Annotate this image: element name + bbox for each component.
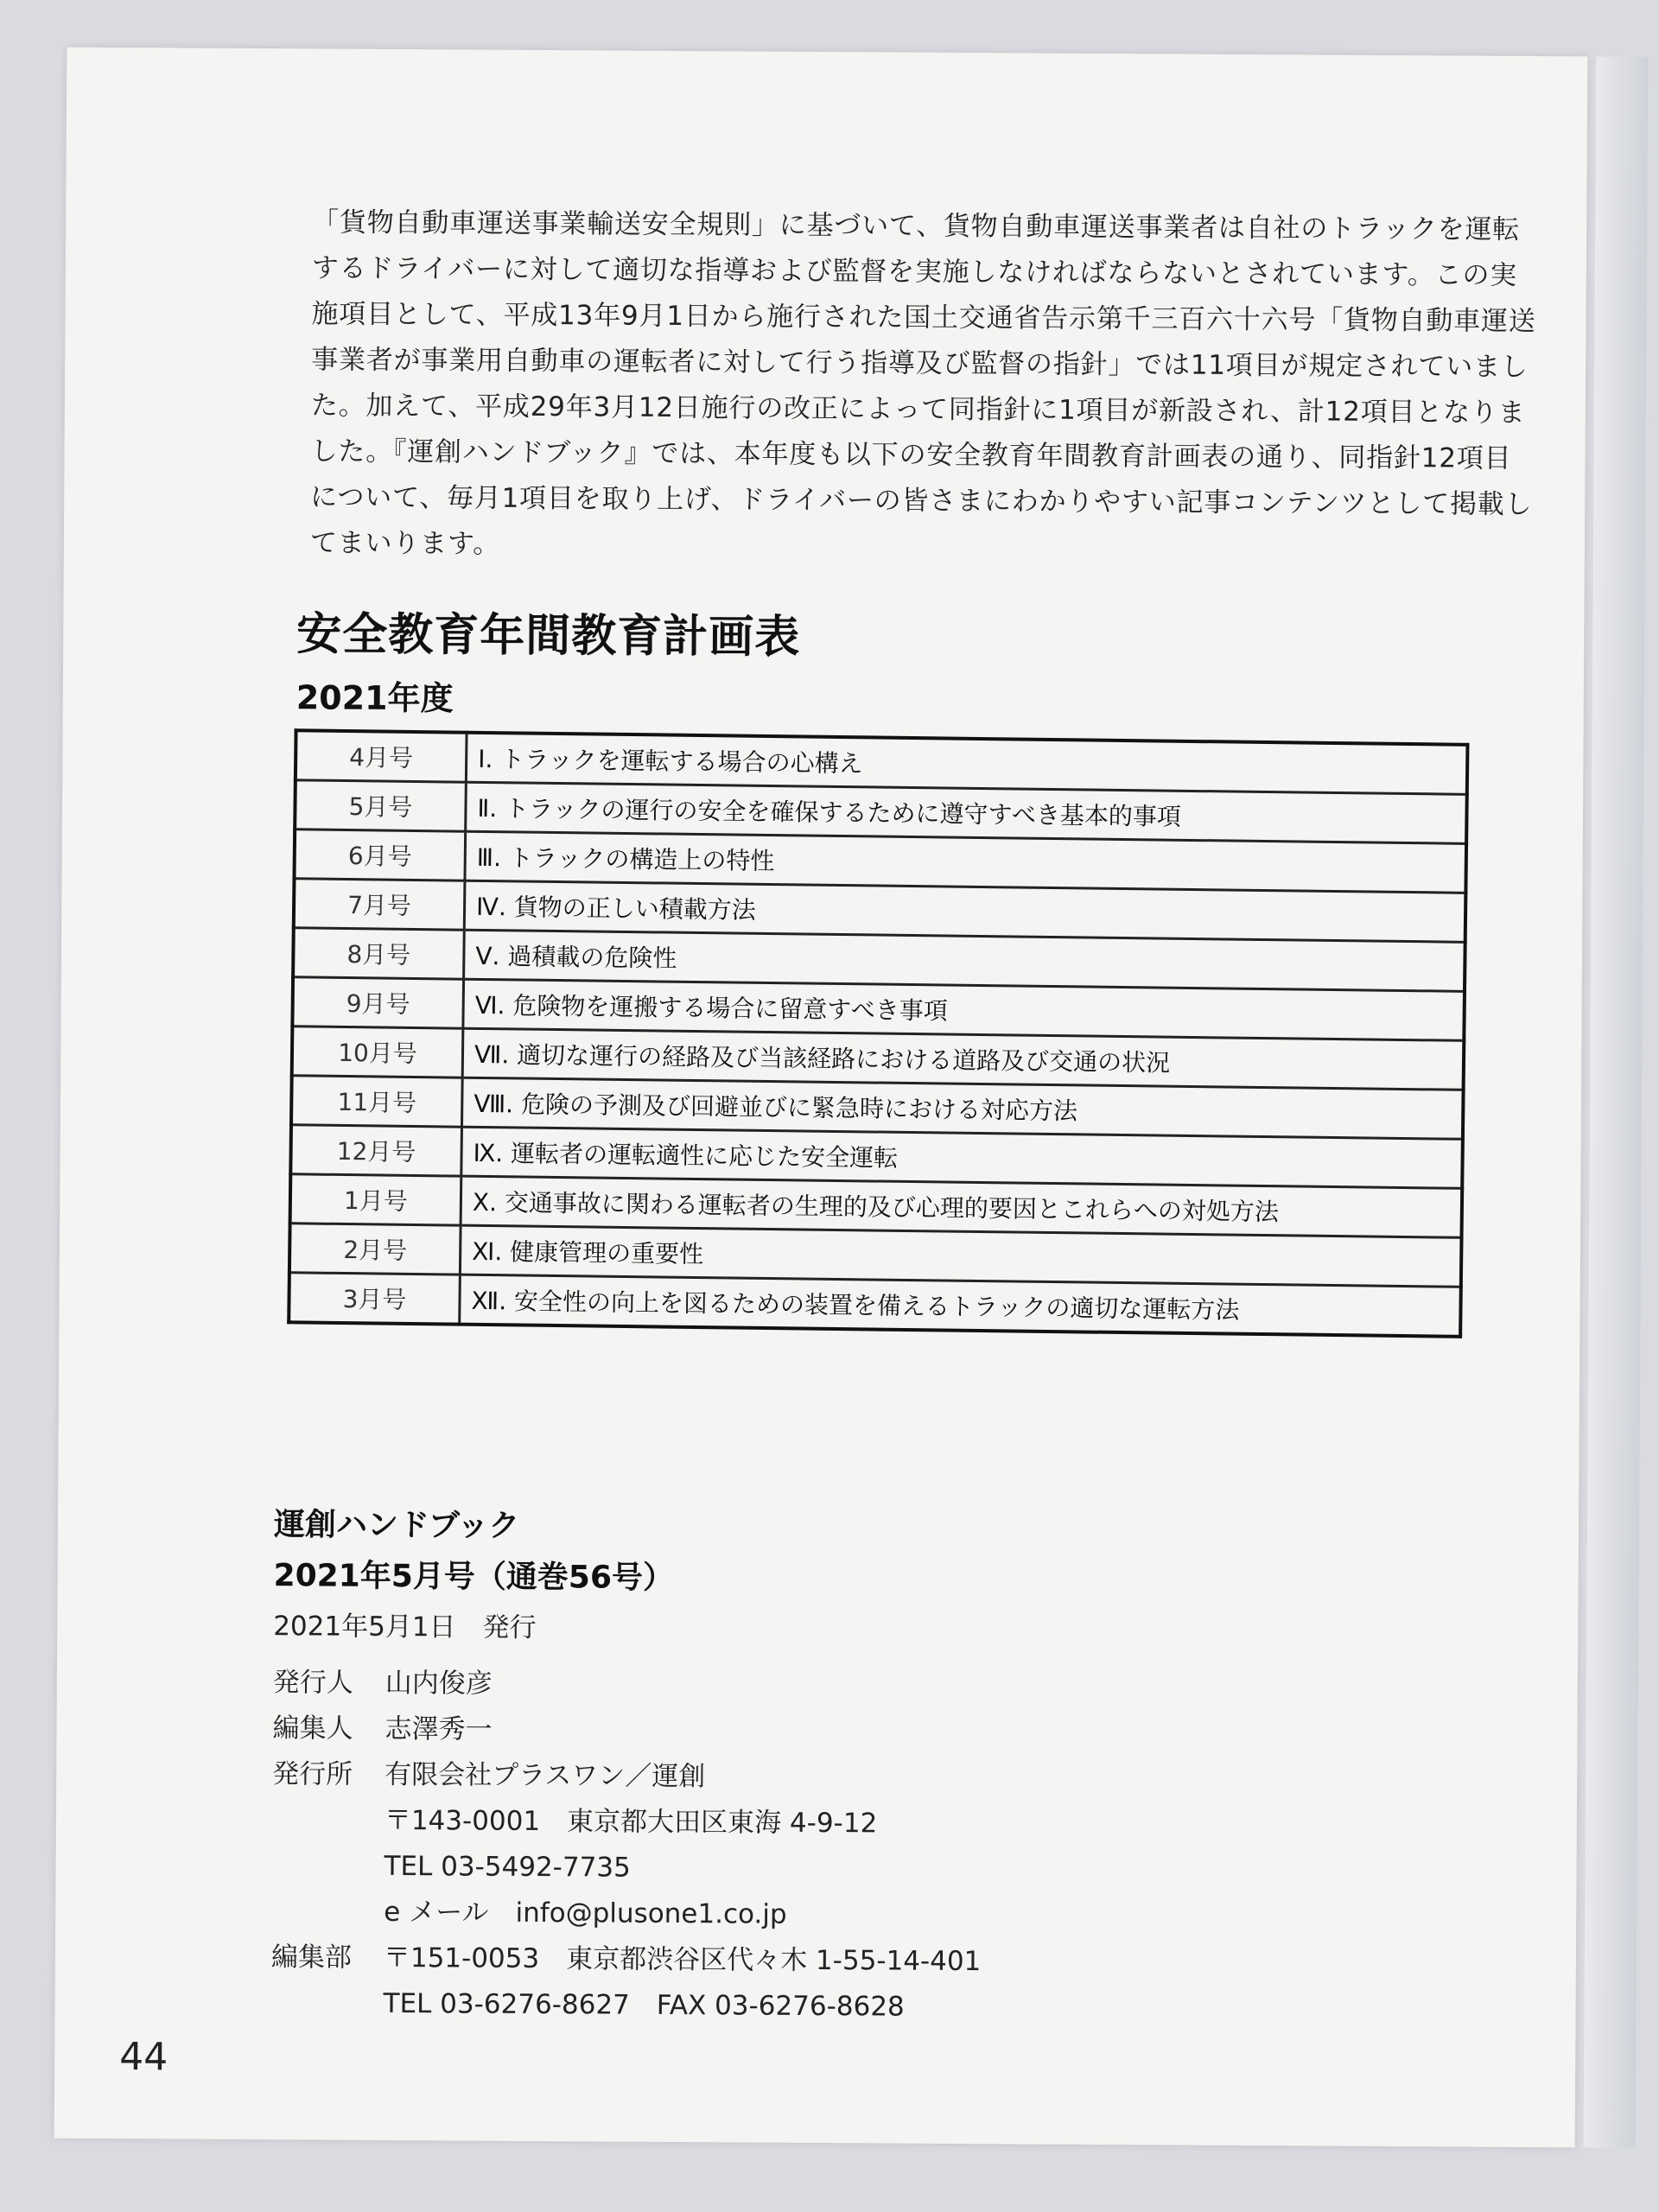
topic-cell: Ⅶ. 適切な運行の経路及び当該経路における道路及び交通の状況 xyxy=(462,1028,1464,1090)
plan-year: 2021年度 xyxy=(296,678,454,718)
education-plan-table xyxy=(287,728,1469,1338)
office-row xyxy=(271,1751,1136,1940)
month-cell: 4月号 xyxy=(296,730,467,782)
topic-cell: Ⅳ. 貨物の正しい積載方法 xyxy=(464,880,1465,942)
publisher-label: 発行人 xyxy=(272,1667,353,1699)
publication-title: 運創ハンドブック xyxy=(273,1507,520,1544)
office-tel: TEL 03-5492-7735 xyxy=(384,1850,631,1884)
office-label: 発行所 xyxy=(272,1758,353,1790)
publisher-name: 山内俊彦 xyxy=(385,1667,493,1700)
topic-cell: Ⅸ. 運転者の運転適性に応じた安全運転 xyxy=(461,1127,1463,1188)
topic-cell: Ⅷ. 危険の予測及び回避並びに緊急時における対応方法 xyxy=(461,1077,1463,1139)
month-cell: 6月号 xyxy=(294,830,465,880)
month-cell: 5月号 xyxy=(295,780,466,831)
month-cell: 11月号 xyxy=(291,1076,462,1127)
editorial-contact: TEL 03-6276-8627 FAX 03-6276-8628 xyxy=(383,1987,905,2023)
month-cell: 7月号 xyxy=(294,879,465,930)
month-cell: 2月号 xyxy=(289,1224,461,1274)
editor-name: 志澤秀一 xyxy=(385,1713,493,1745)
month-cell: 9月号 xyxy=(292,977,463,1028)
topic-cell: Ⅻ. 安全性の向上を図るための装置を備えるトラックの適切な運転方法 xyxy=(460,1274,1461,1337)
topic-cell: Ⅹ. 交通事故に関わる運転者の生理的及び心理的要因とこれらへの対処方法 xyxy=(461,1176,1462,1237)
editorial-address: 〒151-0053 東京都渋谷区代々木 1-55-14-401 xyxy=(383,1942,982,1978)
issue-number: 2021年5月号（通巻56号） xyxy=(273,1558,675,1596)
editor-row xyxy=(272,1706,1136,1757)
editorial-label: 編集部 xyxy=(270,1942,353,1974)
month-cell: 1月号 xyxy=(290,1174,461,1225)
month-cell: 3月号 xyxy=(289,1273,460,1325)
topic-cell: Ⅱ. トラックの運行の安全を確保するために遵守すべき基本的事項 xyxy=(466,782,1467,843)
colophon xyxy=(270,1500,1138,2031)
topic-cell: Ⅰ. トラックを運転する場合の心構え xyxy=(466,733,1467,795)
editor-label: 編集人 xyxy=(272,1713,353,1745)
editorial-row xyxy=(270,1935,1135,2031)
publisher-row xyxy=(273,1660,1137,1711)
issue-date: 2021年5月1日 発行 xyxy=(273,1611,537,1643)
plan-heading: 安全教育年間教育計画表 xyxy=(296,608,801,664)
topic-cell: Ⅲ. トラックの構造上の特性 xyxy=(465,831,1466,893)
month-cell: 10月号 xyxy=(292,1027,463,1077)
page-number: 44 xyxy=(119,2035,168,2080)
intro-paragraph: 「貨物自動車運送事業輸送安全規則」に基づいて、貨物自動車運送事業者は自社のトラックを運転するドライバーに対して適切な指導および監督を実施しなければならないとされています。この実施項目として、平成13年9月1日から施行された国土交通省告示第千三百六十六号「貨物自動車運送事業者が事業用自動車の運転者に対して行う指導及び監督の指針」では11項目が規定されていました。加えて、平成29年3月12日施行の改正によって同指針に1項目が新設され、計12項目となりました。『運創ハンドブック』では、本年度も以下の安全教育年間教育計画表の通り、同指針12項目について、毎月1項目を取り上げ、ドライバーの皆さまにわかりやすい記事コンテンツとして掲載してまいります。 xyxy=(309,207,1536,560)
office-address: 〒143-0001 東京都大田区東海 4-9-12 xyxy=(384,1804,878,1840)
topic-cell: Ⅴ. 過積載の危険性 xyxy=(464,930,1465,991)
month-cell: 12月号 xyxy=(290,1125,461,1176)
booklet-page xyxy=(54,48,1588,2148)
office-email: e メール info@plusone1.co.jp xyxy=(384,1896,787,1930)
topic-cell: Ⅵ. 危険物を運搬する場合に留意すべき事項 xyxy=(463,979,1465,1040)
topic-cell: Ⅺ. 健康管理の重要性 xyxy=(460,1225,1461,1287)
month-cell: 8月号 xyxy=(293,928,464,979)
office-company: 有限会社プラスワン／運創 xyxy=(385,1758,706,1793)
